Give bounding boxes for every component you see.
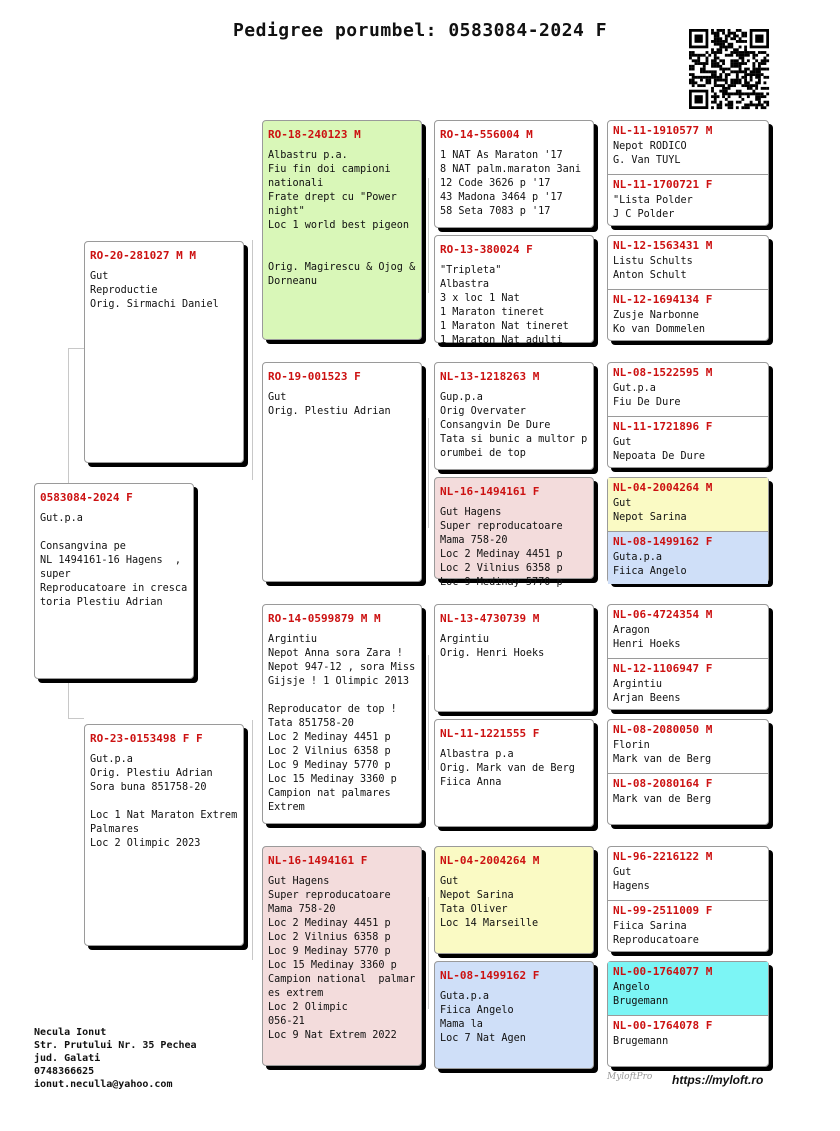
g4-pair-group [607, 477, 769, 583]
great-grandparent-card[interactable] [434, 477, 594, 588]
pigeon-notes: "Lista Polder J C Polder [613, 195, 693, 220]
ring-number: RO-18-240123 M [268, 128, 361, 141]
pigeon-notes: Guta.p.a Fiica Angelo [613, 552, 687, 577]
ring-number: RO-20-281027 M M [90, 249, 196, 262]
pigeon-notes: Gut.p.a Fiu De Dure [613, 383, 681, 408]
ring-number: NL-11-1910577 M [613, 124, 713, 137]
ring-number: NL-96-2216122 M [613, 850, 713, 863]
great-grandparent-card[interactable] [434, 961, 594, 1069]
ring-number: NL-00-1764078 F [613, 1019, 713, 1032]
breeder-contact: Necula Ionut Str. Prutului Nr. 35 Pechea jud. Galati 0748366625 ionut.neculla@yahoo.com [34, 1027, 197, 1090]
pigeon-notes: Gut Nepot Sarina Tata Oliver Loc 14 Marseille [440, 876, 539, 929]
grandparent-card[interactable] [262, 846, 422, 1066]
great-grandparent-card[interactable] [434, 719, 594, 827]
ring-number: NL-11-1221555 F [440, 727, 540, 740]
pigeon-notes: Aragon Henri Hoeks [613, 625, 681, 650]
connector [252, 240, 253, 480]
great-grandparent-card[interactable] [434, 120, 594, 228]
pigeon-notes: Argintiu Orig. Henri Hoeks [440, 634, 545, 659]
pigeon-notes: Gut.p.a Orig. Plestiu Adrian Sora buna 851758-20 Loc 1 Nat Maraton Extrem Palmares Loc 2 Olimpic 2023 [90, 754, 238, 849]
pigeon-notes: Gut.p.a Consangvina pe NL 1494161-16 Hagens , super Reproducatoare in cresca toria Plestiu Adrian [40, 513, 188, 608]
great-grandparent-card[interactable] [434, 362, 594, 470]
ring-number: RO-13-380024 F [440, 243, 533, 256]
ring-number: NL-12-1694134 F [613, 293, 713, 306]
g4-card[interactable] [608, 478, 768, 531]
ring-number: NL-13-1218263 M [440, 370, 540, 383]
dam-card[interactable] [84, 724, 244, 946]
ring-number: NL-11-1700721 F [613, 178, 713, 191]
g4-card[interactable] [608, 1015, 768, 1068]
connector [252, 720, 253, 960]
g4-card[interactable] [608, 847, 768, 900]
g4-card[interactable] [608, 605, 768, 658]
ring-number: NL-08-1499162 F [440, 969, 540, 982]
pigeon-notes: Gup.p.a Orig Overvater Consangvin De Dure Tata si bunic a multor p orumbei de top [440, 392, 588, 459]
pigeon-notes: Florin Mark van de Berg [613, 740, 712, 765]
ring-number: RO-14-0599879 M M [268, 612, 381, 625]
pigeon-notes: Gut Hagens Super reproducatoare Mama 758-20 Loc 2 Medinay 4451 p Loc 2 Vilnius 6358 p Loc 9 Medinay 5770 p [440, 507, 563, 588]
g4-card[interactable] [608, 720, 768, 773]
g4-card[interactable] [608, 236, 768, 289]
pigeon-notes: Brugemann [613, 1036, 669, 1047]
pigeon-notes: Gut Nepot Sarina [613, 498, 687, 523]
g4-pair-group [607, 846, 769, 952]
g4-card[interactable] [608, 658, 768, 711]
g4-pair-group [607, 120, 769, 226]
ring-number: NL-08-2080050 M [613, 723, 713, 736]
subject-pigeon-card[interactable] [34, 483, 194, 679]
page-title: Pedigree porumbel: 0583084-2024 F [232, 20, 608, 41]
g4-pair-group [607, 604, 769, 710]
g4-pair-group [607, 961, 769, 1067]
pigeon-notes: Mark van de Berg [613, 794, 712, 805]
connector [68, 348, 84, 349]
ring-number: 0583084-2024 F [40, 491, 133, 504]
ring-number: NL-12-1106947 F [613, 662, 713, 675]
g4-pair-group [607, 235, 769, 341]
connector [428, 897, 429, 1009]
pigeon-notes: Albastru p.a. Fiu fin doi campioni nationali Frate drept cu "Power night" Loc 1 world best pigeon Orig. Magirescu & Ojog & Dorneanu [268, 150, 416, 287]
grandparent-card[interactable] [262, 362, 422, 582]
connector [428, 178, 429, 293]
pigeon-notes: Fiica Sarina Reproducatoare [613, 921, 699, 946]
g4-card[interactable] [608, 363, 768, 416]
pigeon-notes: "Tripleta" Albastra 3 x loc 1 Nat 1 Maraton tineret 1 Maraton Nat tineret 1 Maraton Nat adulti [440, 265, 569, 346]
ring-number: NL-00-1764077 M [613, 965, 713, 978]
pigeon-notes: Gut Reproductie Orig. Sirmachi Daniel [90, 271, 219, 310]
pigeon-notes: Gut Orig. Plestiu Adrian [268, 392, 391, 417]
pigeon-notes: Angelo Brugemann [613, 982, 669, 1007]
g4-pair-group [607, 362, 769, 468]
sire-card[interactable] [84, 241, 244, 463]
great-grandparent-card[interactable] [434, 235, 594, 346]
g4-card[interactable] [608, 416, 768, 469]
pigeon-notes: Albastra p.a Orig. Mark van de Berg Fiica Anna [440, 749, 575, 788]
qr-code-icon [689, 29, 769, 109]
ring-number: NL-08-1499162 F [613, 535, 713, 548]
ring-number: NL-13-4730739 M [440, 612, 540, 625]
website-link[interactable]: https://myloft.ro [672, 1073, 764, 1087]
ring-number: RO-19-001523 F [268, 370, 361, 383]
pigeon-notes: 1 NAT As Maraton '17 8 NAT palm.maraton 3ani 12 Code 3626 p '17 43 Madona 3464 p '17 58 Seta 7083 p '17 [440, 150, 582, 217]
ring-number: NL-08-2080164 F [613, 777, 713, 790]
myloft-logo: MyloftPro [607, 1072, 653, 1082]
g4-card[interactable] [608, 289, 768, 342]
ring-number: NL-04-2004264 M [613, 481, 713, 494]
ring-number: NL-06-4724354 M [613, 608, 713, 621]
pigeon-notes: Guta.p.a Fiica Angelo Mama la Loc 7 Nat Agen [440, 991, 526, 1044]
ring-number: NL-04-2004264 M [440, 854, 540, 867]
ring-number: NL-08-1522595 M [613, 366, 713, 379]
ring-number: NL-11-1721896 F [613, 420, 713, 433]
pigeon-notes: Listu Schults Anton Schult [613, 256, 693, 281]
pigeon-notes: Gut Hagens [613, 867, 650, 892]
connector [68, 718, 84, 719]
grandparent-card[interactable] [262, 604, 422, 824]
g4-card[interactable] [608, 773, 768, 826]
pigeon-notes: Zusje Narbonne Ko van Dommelen [613, 310, 706, 335]
pigeon-notes: Nepot RODICO G. Van TUYL [613, 141, 687, 166]
ring-number: NL-12-1563431 M [613, 239, 713, 252]
great-grandparent-card[interactable] [434, 604, 594, 712]
great-grandparent-card[interactable] [434, 846, 594, 954]
ring-number: NL-16-1494161 F [268, 854, 368, 867]
ring-number: NL-16-1494161 F [440, 485, 540, 498]
connector [428, 418, 429, 528]
ring-number: RO-23-0153498 F F [90, 732, 203, 745]
grandparent-card[interactable] [262, 120, 422, 340]
g4-card[interactable] [608, 900, 768, 953]
g4-card[interactable] [608, 121, 768, 174]
g4-card[interactable] [608, 531, 768, 584]
pigeon-notes: Argintiu Nepot Anna sora Zara ! Nepot 947-12 , sora Miss Gijsje ! 1 Olimpic 2013 Reproducator de top ! Tata 851758-20 Loc 2 Medinay 4451 p Loc 2 Vilnius 6358 p Loc 9 Medinay 5770 p Loc 15 Medinay 3360 p Campion nat palmares Extrem [268, 634, 416, 813]
pigeon-notes: Gut Nepoata De Dure [613, 437, 706, 462]
g4-card[interactable] [608, 962, 768, 1015]
ring-number: NL-99-2511009 F [613, 904, 713, 917]
g4-pair-group [607, 719, 769, 825]
g4-card[interactable] [608, 174, 768, 227]
pigeon-notes: Gut Hagens Super reproducatoare Mama 758-20 Loc 2 Medinay 4451 p Loc 2 Vilnius 6358 p Loc 9 Medinay 5770 p Loc 15 Medinay 3360 p Campion national palmar es extrem Loc 2 Olimpic 056-21 Loc 9 Nat Extrem 2022 [268, 876, 416, 1041]
pigeon-notes: Argintiu Arjan Beens [613, 679, 681, 704]
ring-number: RO-14-556004 M [440, 128, 533, 141]
connector [428, 655, 429, 770]
